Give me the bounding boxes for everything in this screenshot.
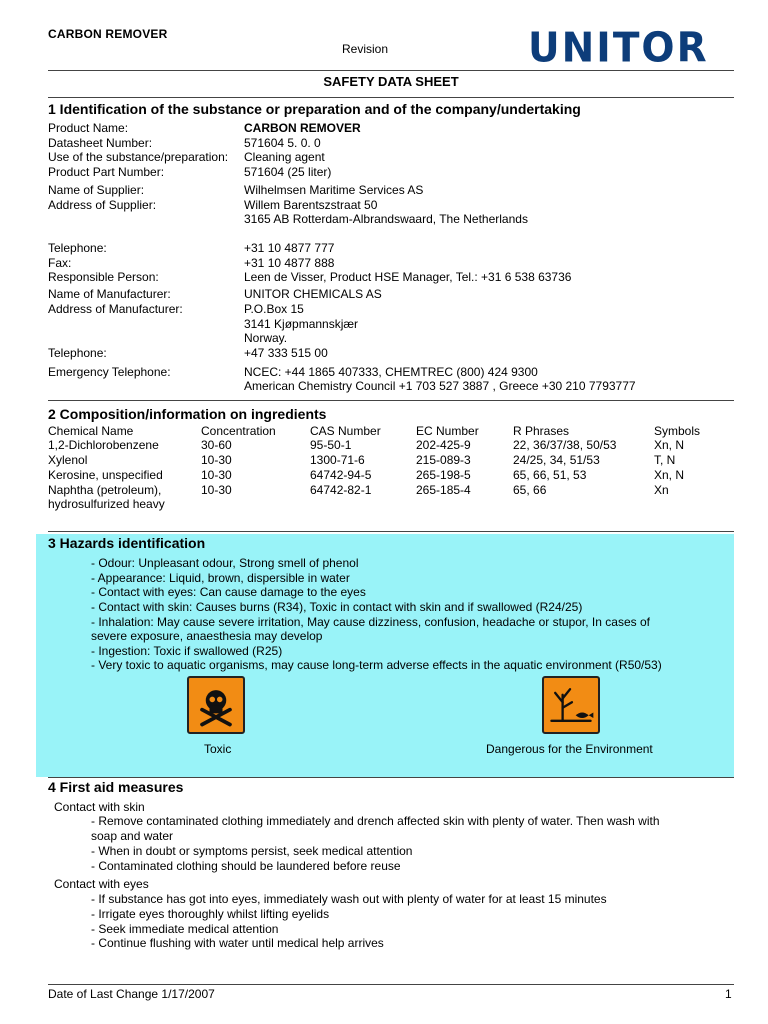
- field-label: Address of Manufacturer:: [48, 302, 183, 316]
- table-cell: Xn, N: [654, 438, 685, 452]
- field-label: Emergency Telephone:: [48, 365, 171, 379]
- header-rule: [48, 70, 734, 71]
- first-aid-item: - Contaminated clothing should be laundered before reuse: [91, 859, 401, 873]
- column-header: CAS Number: [310, 424, 381, 438]
- table-cell: 24/25, 34, 51/53: [513, 453, 600, 467]
- field-label: Datasheet Number:: [48, 136, 153, 150]
- skull-crossbones-icon: [187, 676, 245, 734]
- field-value: 3141 Kjøpmannskjær: [244, 317, 359, 331]
- hazard-item: - Ingestion: Toxic if swallowed (R25): [91, 644, 283, 658]
- field-value: +31 10 4877 888: [244, 256, 335, 270]
- table-cell: 95-50-1: [310, 438, 352, 452]
- section3-rule: [48, 777, 734, 778]
- page-number: 1: [725, 987, 732, 1001]
- field-label: Telephone:: [48, 241, 107, 255]
- first-aid-item: - Remove contaminated clothing immediately and drench affected skin with plenty of water. Then wash with: [91, 814, 660, 828]
- title-rule: [48, 97, 734, 98]
- footer-rule: [48, 984, 734, 985]
- field-label: Telephone:: [48, 346, 107, 360]
- hazard-item: - Inhalation: May cause severe irritation, May cause dizziness, confusion, headache or stupor, In cases of: [91, 615, 650, 629]
- first-aid-item: - Continue flushing with water until medical help arrives: [91, 936, 384, 950]
- table-cell: 65, 66: [513, 483, 547, 497]
- first-aid-item: - When in doubt or symptoms persist, seek medical attention: [91, 844, 413, 858]
- section1-heading: 1 Identification of the substance or preparation and of the company/undertaking: [48, 101, 581, 117]
- table-cell: 265-185-4: [416, 483, 471, 497]
- field-label: Fax:: [48, 256, 72, 270]
- field-label: Responsible Person:: [48, 270, 159, 284]
- table-cell: Xylenol: [48, 453, 88, 467]
- table-cell: Naphtha (petroleum),: [48, 483, 162, 497]
- field-label: Name of Supplier:: [48, 183, 145, 197]
- table-cell: hydrosulfurized heavy: [48, 497, 165, 511]
- table-cell: 1,2-Dichlorobenzene: [48, 438, 159, 452]
- field-label: Address of Supplier:: [48, 198, 157, 212]
- column-header: Concentration: [201, 424, 276, 438]
- table-cell: 64742-82-1: [310, 483, 372, 497]
- field-label: Use of the substance/preparation:: [48, 150, 229, 164]
- dead-tree-fish-icon: [542, 676, 600, 734]
- field-label: Product Part Number:: [48, 165, 165, 179]
- first-aid-item: soap and water: [91, 829, 174, 843]
- table-cell: 22, 36/37/38, 50/53: [513, 438, 617, 452]
- first-aid-group-title: Contact with eyes: [54, 877, 149, 891]
- table-cell: T, N: [654, 453, 676, 467]
- column-header: Symbols: [654, 424, 701, 438]
- table-cell: 10-30: [201, 483, 232, 497]
- field-value: +31 10 4877 777: [244, 241, 335, 255]
- column-header: Chemical Name: [48, 424, 134, 438]
- section1-rule: [48, 400, 734, 401]
- field-value: 571604 (25 liter): [244, 165, 332, 179]
- table-cell: Xn: [654, 483, 669, 497]
- last-change-date: Date of Last Change 1/17/2007: [48, 987, 215, 1001]
- product-title: CARBON REMOVER: [48, 27, 168, 41]
- section2-heading: 2 Composition/information on ingredients: [48, 406, 327, 422]
- field-label: Name of Manufacturer:: [48, 287, 171, 301]
- revision-label: Revision: [342, 42, 389, 56]
- unitor-logo: UNITOR: [528, 24, 709, 73]
- field-value: Wilhelmsen Maritime Services AS: [244, 183, 424, 197]
- hazard-item: severe exposure, anaesthesia may develop: [91, 629, 323, 643]
- field-value: Leen de Visser, Product HSE Manager, Tel.: +31 6 538 63736: [244, 270, 572, 284]
- field-value: UNITOR CHEMICALS AS: [244, 287, 382, 301]
- first-aid-item: - Seek immediate medical attention: [91, 922, 279, 936]
- table-cell: 30-60: [201, 438, 232, 452]
- table-cell: 65, 66, 51, 53: [513, 468, 587, 482]
- field-value: Norway.: [244, 331, 288, 345]
- table-cell: 202-425-9: [416, 438, 471, 452]
- field-value: American Chemistry Council +1 703 527 3887 , Greece +30 210 7793777: [244, 379, 636, 393]
- section3-heading: 3 Hazards identification: [48, 535, 206, 551]
- column-header: EC Number: [416, 424, 479, 438]
- hazard-item: - Appearance: Liquid, brown, dispersible in water: [91, 571, 350, 585]
- hazard-item: - Odour: Unpleasant odour, Strong smell of phenol: [91, 556, 359, 570]
- table-cell: 265-198-5: [416, 468, 471, 482]
- first-aid-item: - Irrigate eyes thoroughly whilst lifting eyelids: [91, 907, 330, 921]
- hazard-item: - Very toxic to aquatic organisms, may cause long-term adverse effects in the aquatic environment (R50/53): [91, 658, 662, 672]
- table-cell: 64742-94-5: [310, 468, 372, 482]
- field-value: NCEC: +44 1865 407333, CHEMTREC (800) 424 9300: [244, 365, 538, 379]
- table-cell: Xn, N: [654, 468, 685, 482]
- field-value: +47 333 515 00: [244, 346, 328, 360]
- field-value: 571604 5. 0. 0: [244, 136, 321, 150]
- table-cell: 10-30: [201, 453, 232, 467]
- hazard-item: - Contact with skin: Causes burns (R34), Toxic in contact with skin and if swallowed (R24/25): [91, 600, 583, 614]
- first-aid-group-title: Contact with skin: [54, 800, 145, 814]
- product-name-value: CARBON REMOVER: [244, 121, 361, 135]
- table-cell: 1300-71-6: [310, 453, 365, 467]
- table-cell: 10-30: [201, 468, 232, 482]
- field-value: 3165 AB Rotterdam-Albrandswaard, The Netherlands: [244, 212, 528, 226]
- hazard-item: - Contact with eyes: Can cause damage to the eyes: [91, 585, 366, 599]
- table-cell: Kerosine, unspecified: [48, 468, 163, 482]
- toxic-caption: Toxic: [204, 742, 232, 756]
- environment-caption: Dangerous for the Environment: [486, 742, 653, 756]
- section2-rule: [48, 531, 734, 532]
- field-value: Willem Barentszstraat 50: [244, 198, 378, 212]
- first-aid-item: - If substance has got into eyes, immediately wash out with plenty of water for at least 15 minutes: [91, 892, 607, 906]
- field-value: P.O.Box 15: [244, 302, 304, 316]
- field-label: Product Name:: [48, 121, 129, 135]
- sheet-title: SAFETY DATA SHEET: [323, 74, 459, 89]
- section4-heading: 4 First aid measures: [48, 779, 184, 795]
- field-value: Cleaning agent: [244, 150, 325, 164]
- column-header: R Phrases: [513, 424, 570, 438]
- table-cell: 215-089-3: [416, 453, 471, 467]
